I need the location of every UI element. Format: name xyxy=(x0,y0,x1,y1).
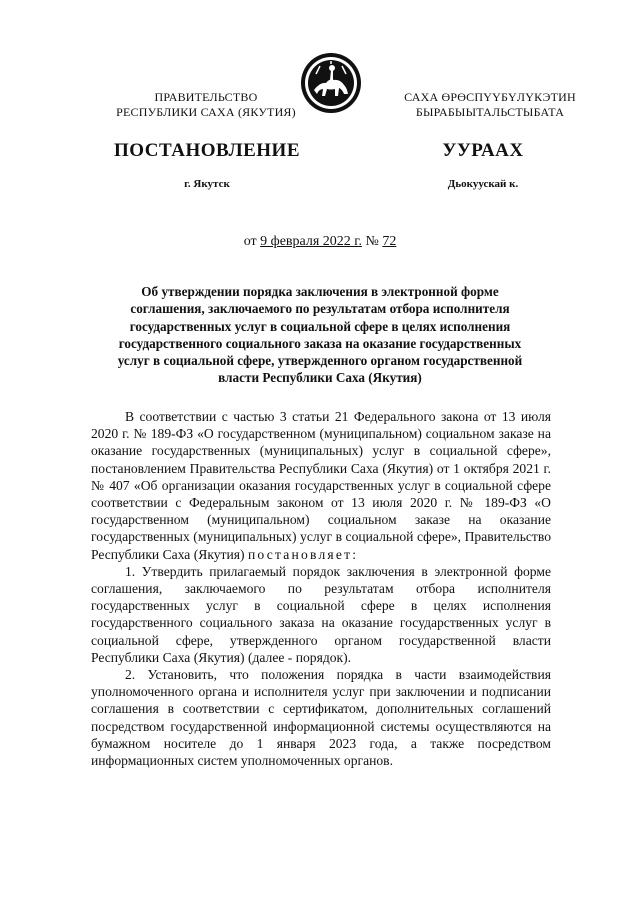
decree-number-prefix: № xyxy=(361,234,383,249)
decree-date: 9 февраля 2022 г. xyxy=(260,234,362,249)
city-sakha: Дьокуускай к. xyxy=(447,178,519,190)
header-right-line2: БЫРАБЫЫТАЛЬСТЫБАТА xyxy=(415,105,565,119)
decree-prefix: от xyxy=(243,234,261,249)
intro-paragraph xyxy=(91,408,551,563)
document-type-russian: ПОСТАНОВЛЕНИЕ xyxy=(113,140,301,161)
decree-number: 72 xyxy=(382,234,397,249)
document-heading: Об утверждении порядка заключения в электронной форме соглашения, заключаемого по результатам отбора исполнителя государственных услуг в социальной сфере в целях исполнения государственного социального заказа на оказание государственных услуг в социальной сфере, утвержденного органом государственной власти Республики Саха (Якутия) xyxy=(117,284,523,386)
intro-text: В соответствии с частью 3 статьи 21 Федерального закона от 13 июля 2020 г. № 189-ФЗ «О государственном (муниципальном) социальном заказе на оказание государственных (муниципальных) услуг в социальной сфере», постановлением Правительства Республики Саха (Якутия) от 1 октября 2021 г. № 407 «Об организации оказания государственных услуг в социальной сфере соответствии с Федеральным законом от 13 июля 2020 г. № 189-ФЗ «О государственном (муниципальном) социальном заказе на оказание государственных (муниципальных) услуг в социальной сфере», Правительство Республики Саха (Якутия) xyxy=(91,409,551,562)
government-name-russian xyxy=(96,90,316,120)
government-name-sakha xyxy=(380,90,600,120)
document-body xyxy=(91,408,551,769)
document-type-sakha: УУРААХ xyxy=(442,140,524,161)
item-2-paragraph: 2. Установить, что положения порядка в части взаимодействия уполномоченного органа и исполнителя услуг при заключении и подписании соглашения в соответствии с сертификатом, дополнительных соглашений посредством государственной информационной системы осуществляются на бумажном носителе до 1 января 2023 года, а также посредством информационных систем уполномоченных органов. xyxy=(91,667,551,769)
decree-date-number xyxy=(0,234,640,250)
header-right-line1: САХА ӨРӨСПҮҮБҮЛҮКЭТИН xyxy=(404,90,576,104)
postanovlyaet-word: постановляет: xyxy=(247,546,359,562)
sakha-coat-of-arms-icon xyxy=(300,52,362,114)
header-left-line1: ПРАВИТЕЛЬСТВО xyxy=(154,90,258,104)
header-left-line2: РЕСПУБЛИКИ САХА (ЯКУТИЯ) xyxy=(116,105,296,119)
item-1-paragraph: 1. Утвердить прилагаемый порядок заключения в электронной форме соглашения, заключаемого по результатам отбора исполнителя государственных услуг в социальной сфере в целях исполнения государственного социального заказа на оказание государственных услуг в социальной сфере, утвержденного органом государственной власти Республики Саха (Якутия) (далее - порядок). xyxy=(91,563,551,665)
city-russian: г. Якутск xyxy=(184,178,230,190)
